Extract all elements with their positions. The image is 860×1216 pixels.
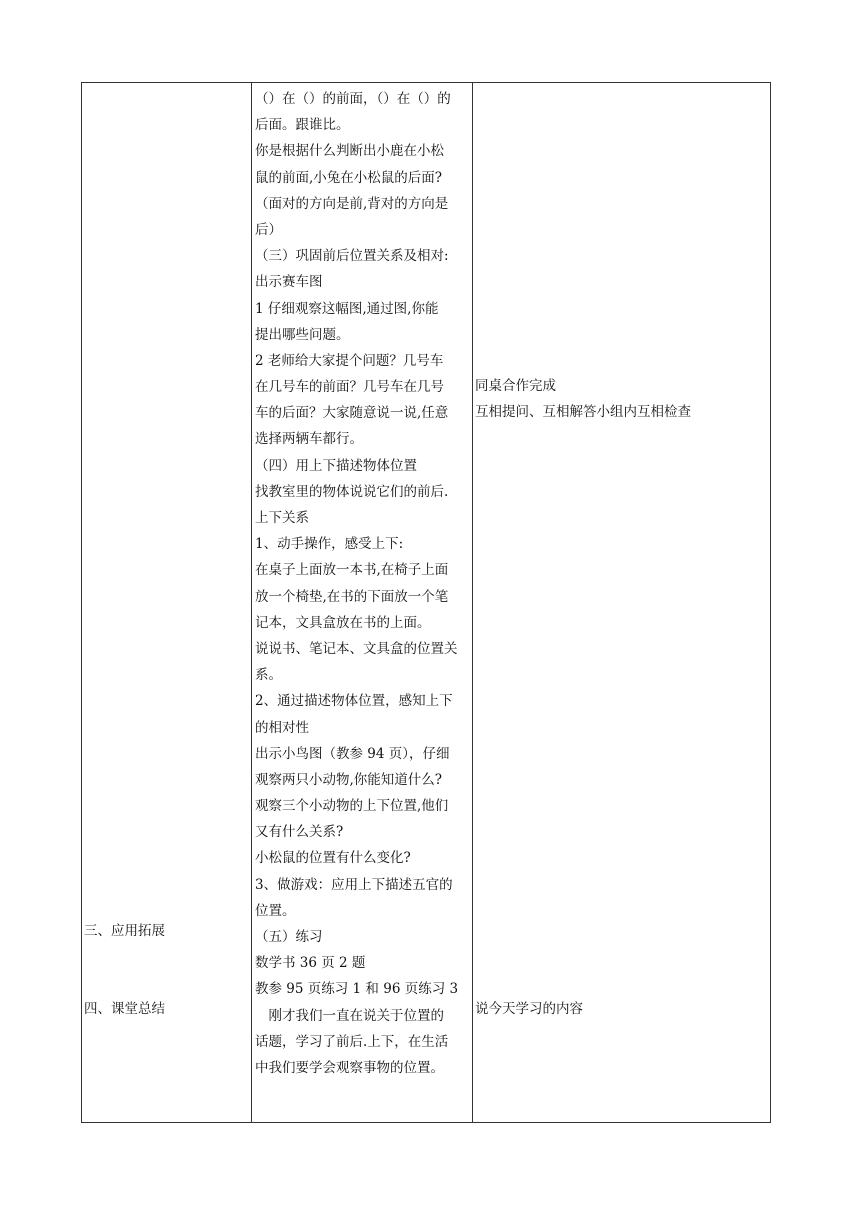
- text-line: 话题，学习了前后.上下，在生活: [255, 1033, 449, 1050]
- text-line: 放一个椅垫,在书的下面放一个笔: [255, 588, 449, 605]
- text-line: 车的后面？大家随意说一说,任意: [255, 405, 449, 422]
- text-line: 后面。跟谁比。: [255, 117, 350, 134]
- text-line: 观察两只小动物,你能知道什么?: [255, 771, 443, 788]
- text-line: 观察三个小动物的上下位置,他们: [255, 798, 449, 815]
- teaching-process-text: [255, 86, 471, 1081]
- text-line: （三）巩固前后位置关系及相对:: [255, 248, 449, 265]
- text-line: 数学书 36 页 2 题: [255, 955, 366, 972]
- text-line: 你是根据什么判断出小鹿在小松: [255, 143, 444, 160]
- text-line: 后）: [255, 221, 282, 238]
- text-line: 小松鼠的位置有什么变化?: [255, 850, 411, 867]
- text-line: 找教室里的物体说说它们的前后.: [255, 483, 449, 500]
- text-line: 位置。: [255, 902, 296, 919]
- text-line: 提出哪些问题。: [255, 326, 350, 343]
- text-line: 出示小鸟图（教参 94 页），仔细: [255, 745, 450, 762]
- text-line: 又有什么关系?: [255, 824, 344, 841]
- text-line: 3、做游戏：应用上下描述五官的: [255, 876, 453, 893]
- text-line: 1、动手操作，感受上下:: [255, 536, 404, 553]
- section-label-application: 三、应用拓展: [84, 923, 165, 939]
- text-line: （）在（）的前面，（）在（）的: [255, 91, 451, 107]
- text-line: 2、通过描述物体位置，感知上下: [255, 693, 453, 710]
- text-line: 记本，文具盒放在书的上面。: [255, 614, 431, 631]
- text-line: 系。: [255, 667, 282, 684]
- text-line: 的相对性: [255, 719, 309, 736]
- text-line: 在几号车的前面？几号车在几号: [255, 379, 444, 396]
- text-line: 刚才我们一直在说关于位置的: [255, 1007, 444, 1024]
- text-line: （面对的方向是前,背对的方向是: [255, 195, 449, 212]
- text-line: 中我们要学会观察事物的位置。: [255, 1059, 444, 1076]
- section-label-summary: 四、课堂总结: [84, 1001, 165, 1017]
- text-line: （五）练习: [255, 929, 323, 945]
- text-line: 1 仔细观察这幅图,通过图,你能: [255, 300, 439, 317]
- text-line: 教参 95 页练习 1 和 96 页练习 3: [255, 981, 459, 998]
- student-activity-line: 说今天学习的内容: [475, 1001, 583, 1017]
- text-line: 2 老师给大家提个问题？几号车: [255, 352, 444, 369]
- column-divider: [472, 83, 473, 1122]
- student-activity-line: 互相提问、互相解答小组内互相检查: [475, 404, 691, 420]
- lesson-plan-table: [81, 82, 771, 1123]
- text-line: 说说书、笔记本、文具盒的位置关: [255, 640, 458, 657]
- text-line: 在桌子上面放一本书,在椅子上面: [255, 562, 449, 579]
- text-line: 出示赛车图: [255, 274, 323, 291]
- column-divider: [251, 83, 252, 1122]
- student-activity-line: 同桌合作完成: [475, 378, 556, 394]
- text-line: 鼠的前面,小兔在小松鼠的后面?: [255, 169, 443, 186]
- text-line: 上下关系: [255, 510, 309, 526]
- text-line: 选择两辆车都行。: [255, 431, 363, 448]
- text-line: （四）用上下描述物体位置: [255, 457, 417, 474]
